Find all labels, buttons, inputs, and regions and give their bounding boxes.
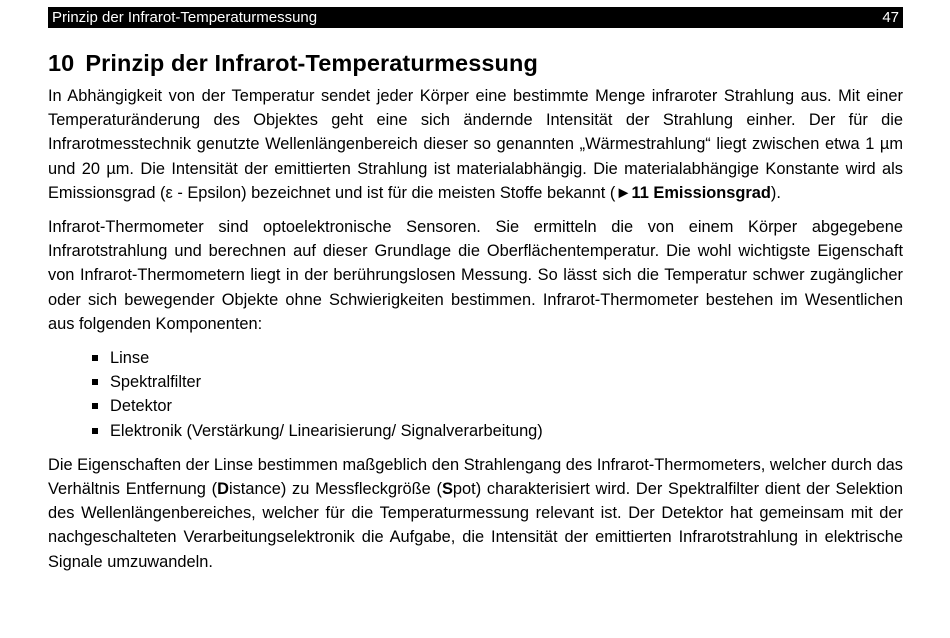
square-bullet-icon <box>92 403 98 409</box>
paragraph-components-text-2: istance) zu Messfleckgröße ( <box>228 480 442 499</box>
paragraph-intro-text: In Abhängigkeit von der Temperatur sendet jeder Körper eine bestimmte Menge infraroter Strahlung aus. Mit einer Temperaturänderung des Objektes geht eine sich ändernde Intensität der Strahlung einher. Der für die Infrarotmesstechnik genutzte Wellenlängenbereich dieser so genannten „Wärmestrahlung“ liegt zwischen etwa 1 µm und 20 µm. Die Intensität der emittierten Strahlung ist materialabhängig. Die materialabhängige Konstante wird als Emissionsgrad (ε - Epsilon) bezeichnet und ist für die meisten Stoffe bekannt ( <box>48 87 903 202</box>
running-header <box>48 7 903 28</box>
paragraph-intro-tail: ). <box>770 183 781 202</box>
list-item-label: Elektronik (Verstärkung/ Linearisierung/ Signalverarbeitung) <box>110 421 543 440</box>
list-item <box>92 419 903 443</box>
chapter-number: 10 <box>48 50 75 76</box>
bold-letter-d: D <box>217 480 229 499</box>
chapter-heading <box>48 49 903 77</box>
square-bullet-icon <box>92 355 98 361</box>
list-item-label: Linse <box>110 349 150 368</box>
list-item <box>92 370 903 394</box>
paragraph-components-text: Die Eigenschaften der Linse bestimmen maßgeblich den Strahlengang des Infrarot-Thermometers, welcher durch das Verhältnis Entfernung ( <box>48 455 903 499</box>
square-bullet-icon <box>92 379 98 385</box>
paragraph-components <box>48 453 903 574</box>
emissionsgrad-crossref-link[interactable]: ►11 Emissionsgrad <box>615 183 771 202</box>
square-bullet-icon <box>92 428 98 434</box>
components-list <box>48 346 903 443</box>
list-item-label: Detektor <box>110 397 172 416</box>
running-title: Prinzip der Infrarot-Temperaturmessung <box>52 9 318 26</box>
list-item <box>92 346 903 370</box>
chapter-title: Prinzip der Infrarot-Temperaturmessung <box>85 50 538 76</box>
list-item-label: Spektralfilter <box>110 373 202 392</box>
paragraph-intro <box>48 84 903 205</box>
list-item <box>92 394 903 418</box>
paragraph-components-text-3: pot) charakterisiert wird. Der Spektralfilter dient der Selektion des Wellenlängenbereiches, welcher für die Temperaturmessung relevant ist. Der Detektor hat gemeinsam mit der nachgeschalteten Verarbeitungselektronik die Aufgabe, die Intensität der emittierten Infrarotstrahlung in elektrische Signale umzuwandeln. <box>48 480 903 571</box>
bold-letter-s: S <box>441 480 453 499</box>
document-page <box>48 7 903 574</box>
paragraph-thermometers: Infrarot-Thermometer sind optoelektronische Sensoren. Sie ermitteln die von einem Körper abgegebene Infrarotstrahlung und berechnen auf dieser Grundlage die Oberflächentemperatur. Die wohl wichtigste Eigenschaft von Infrarot-Thermometern liegt in der berührungslosen Messung. So lässt sich die Temperatur schwer zugänglicher oder sich bewegender Objekte ohne Schwierigkeiten bestimmen. Infrarot-Thermometer bestehen im Wesentlichen aus folgenden Komponenten: <box>48 218 903 333</box>
page-number: 47 <box>882 9 899 26</box>
